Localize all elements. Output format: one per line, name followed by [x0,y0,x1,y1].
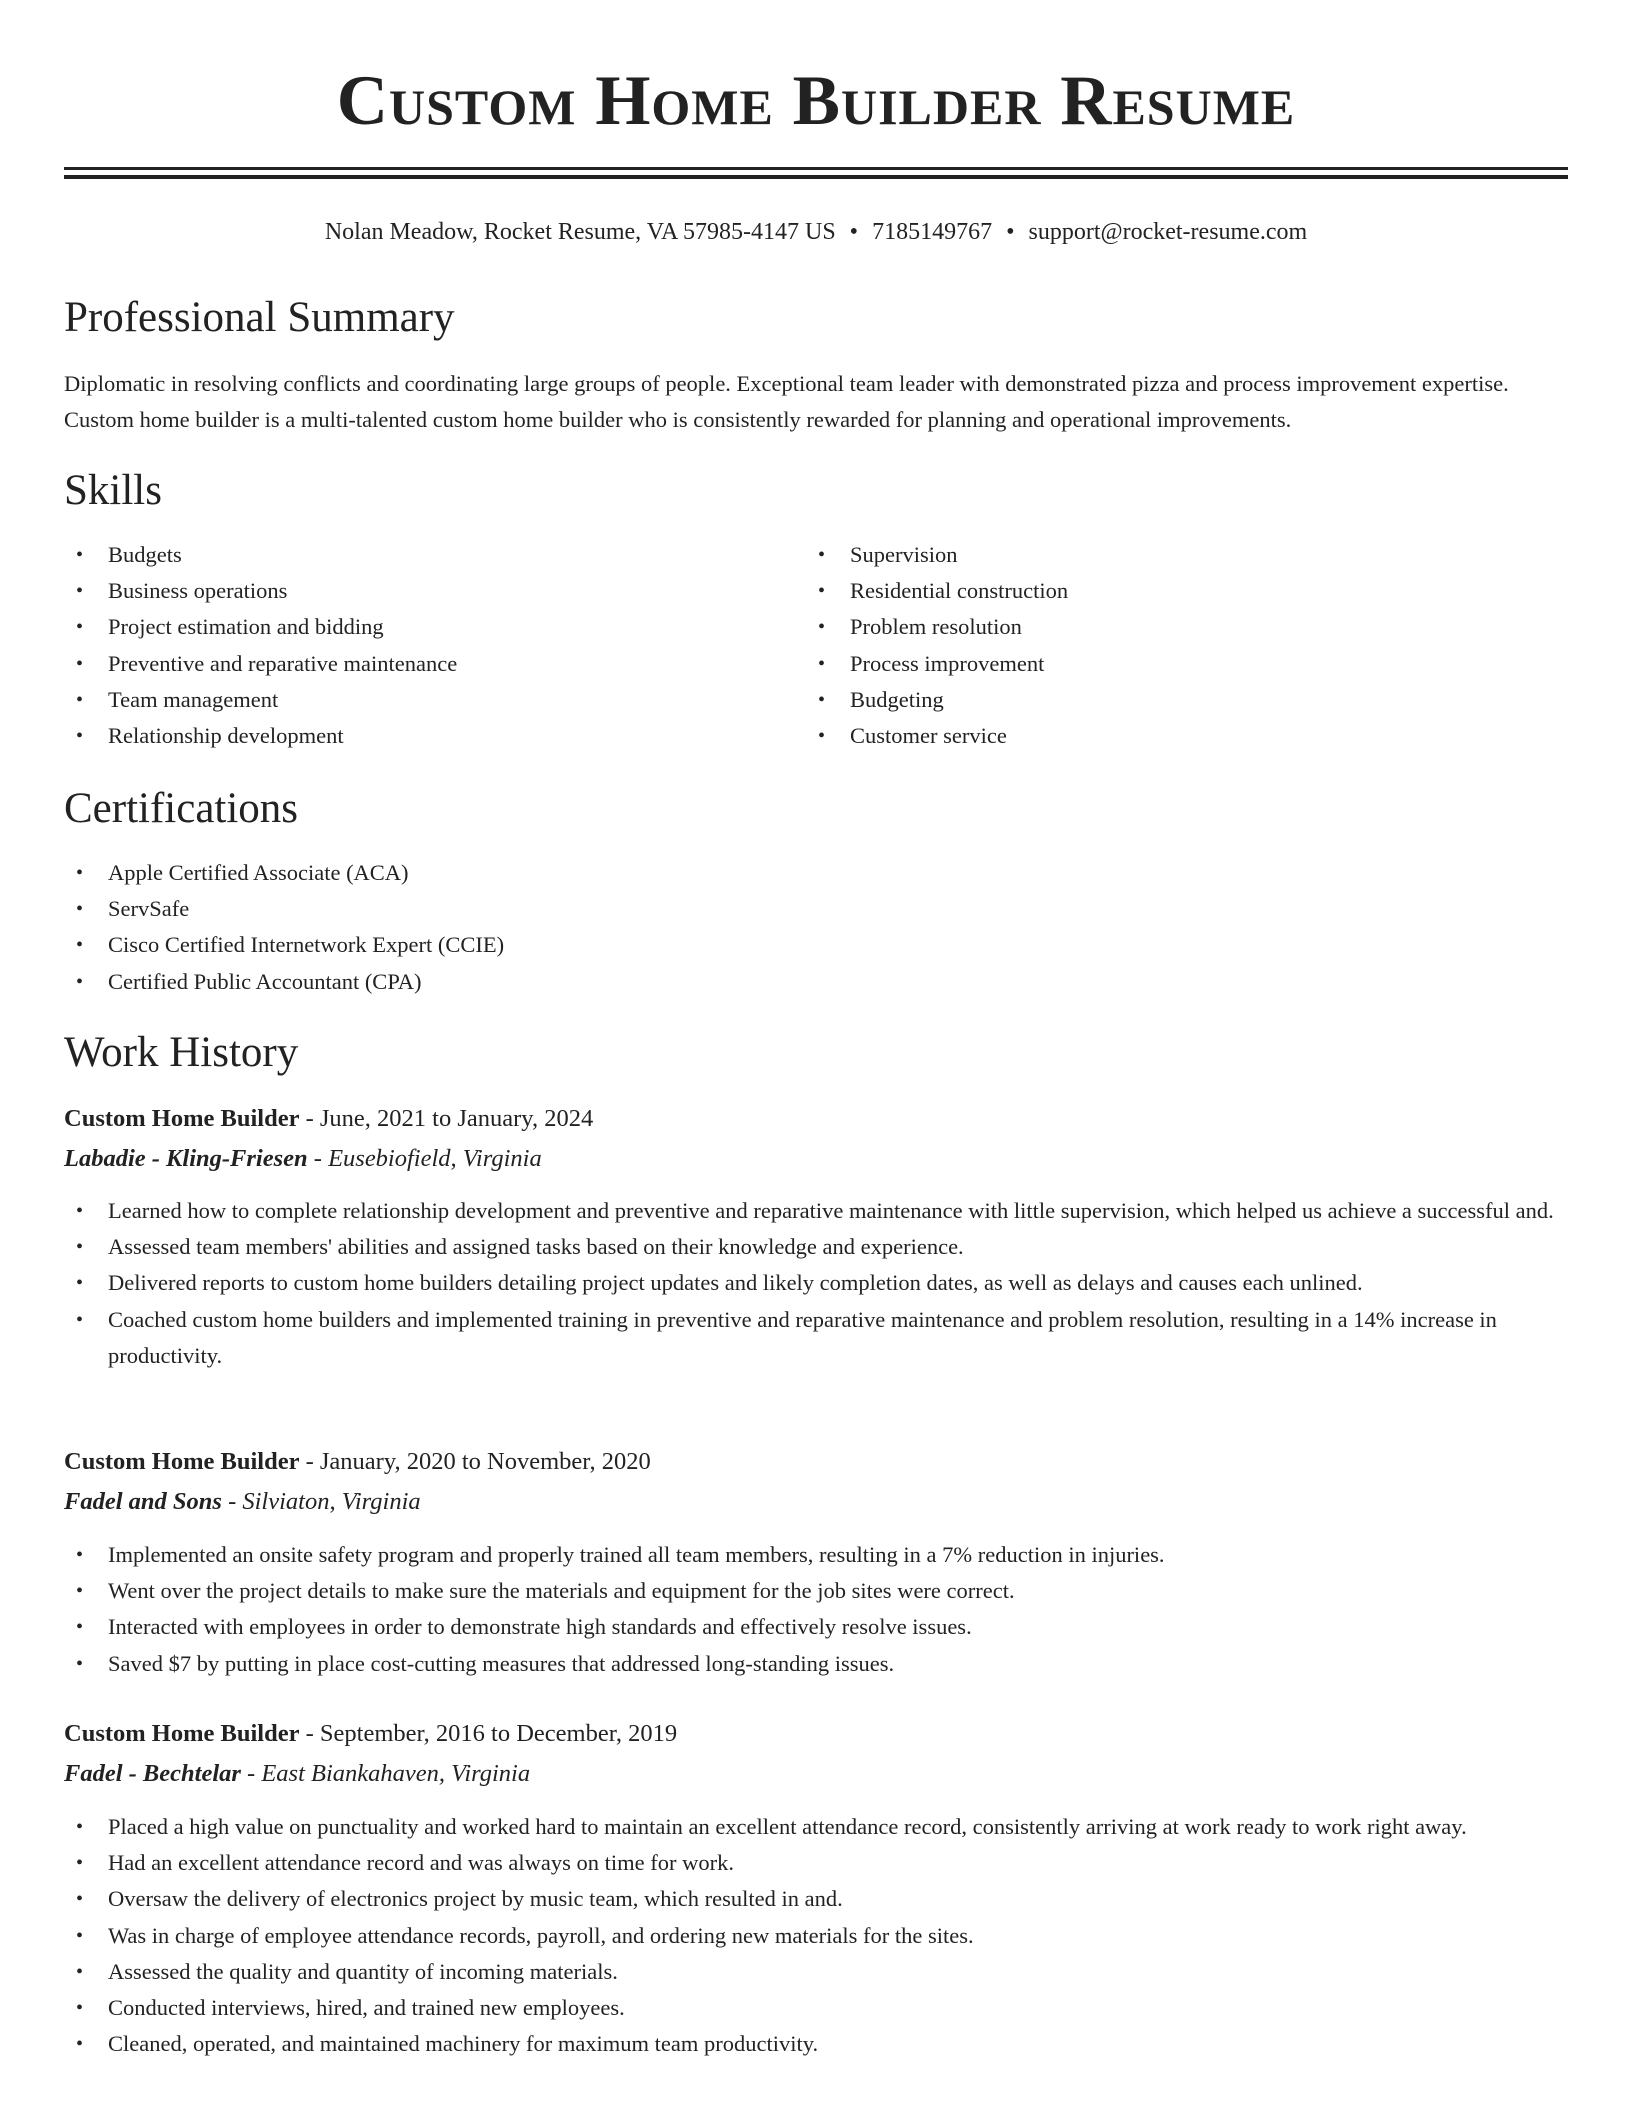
job-dates: September, 2016 to December, 2019 [319,1720,678,1747]
dash: - [299,1720,320,1747]
job-bullets [64,1809,1568,2062]
dash: - [240,1760,262,1787]
summary-text: Diplomatic in resolving conflicts and coordinating large groups of people. Exceptional team leader with demonstrated pizza and process improvement expertise. Custom home builder is a multi-talented custom home builder who is consistently rewarded for planning and operational improvements. [64,371,1509,432]
job-bullet: • Conducted interviews, hired, and trained new employees. [64,1990,1568,2026]
skill-item: • Residential construction [806,573,1506,609]
skills-list-right [806,537,1506,754]
job-bullets [64,1193,1568,1374]
job-title: Custom Home Builder [64,1720,300,1747]
employer-name: Fadel and Sons [64,1488,222,1515]
skill-item: • Process improvement [806,646,1506,682]
skill-item: • Team management [64,682,764,718]
job-bullet: • Learned how to complete relationship development and preventive and reparative maintenance with little supervision, which helped us achieve a successful and. [64,1193,1568,1229]
contact-line [64,214,1568,250]
skill-item: • Budgeting [806,682,1506,718]
dash: - [221,1488,243,1515]
job-title: Custom Home Builder [64,1448,300,1475]
job-title-line [64,1443,1568,1481]
certification-item: • ServSafe [64,891,1568,927]
dash: - [299,1448,320,1475]
employer-line [64,1140,1568,1178]
dash: - [307,1145,329,1172]
dash: - [299,1105,320,1132]
job-bullet: • Saved $7 by putting in place cost-cutting measures that addressed long-standing issues. [64,1646,1568,1682]
skill-item: • Supervision [806,537,1506,573]
skills-list-left [64,537,764,754]
job-location: East Biankahaven, Virginia [261,1760,531,1787]
skill-item: • Preventive and reparative maintenance [64,646,764,682]
work-history-heading: Work History [64,1029,299,1076]
summary-heading: Professional Summary [64,294,455,341]
job-dates: June, 2021 to January, 2024 [319,1105,594,1132]
title-rule-top [64,167,1568,170]
job-bullet: • Was in charge of employee attendance records, payroll, and ordering new materials for the sites. [64,1918,1568,1954]
job-bullet: • Delivered reports to custom home builders detailing project updates and likely completion dates, as well as delays and causes each unlined. [64,1265,1568,1301]
job-title: Custom Home Builder [64,1105,300,1132]
job-bullet: • Oversaw the delivery of electronics project by music team, which resulted in and. [64,1881,1568,1917]
job-title-line [64,1715,1568,1753]
job-bullet: • Implemented an onsite safety program and properly trained all team members, resulting in a 7% reduction in injuries. [64,1537,1568,1573]
certification-item: • Certified Public Accountant (CPA) [64,964,1568,1000]
certifications-list [64,855,1568,1000]
skill-item: • Project estimation and bidding [64,609,764,645]
job-bullet: • Placed a high value on punctuality and worked hard to maintain an excellent attendance record, consistently arriving at work ready to work right away. [64,1809,1568,1845]
skill-item: • Budgets [64,537,764,573]
job-bullet: • Assessed the quality and quantity of incoming materials. [64,1954,1568,1990]
employer-name: Fadel - Bechtelar [64,1760,241,1787]
job-location: Silviaton, Virginia [242,1488,421,1515]
job-bullet: • Interacted with employees in order to demonstrate high standards and effectively resolve issues. [64,1609,1568,1645]
employer-name: Labadie - Kling-Friesen [64,1145,308,1172]
certification-item: • Apple Certified Associate (ACA) [64,855,1568,891]
contact-email: support@rocket-resume.com [1028,219,1308,245]
job-bullet: • Cleaned, operated, and maintained machinery for maximum team productivity. [64,2026,1568,2062]
job-bullets [64,1537,1568,1682]
job-location: Eusebiofield, Virginia [328,1145,542,1172]
job-dates: January, 2020 to November, 2020 [319,1448,651,1475]
skill-item: • Problem resolution [806,609,1506,645]
job-bullet: • Coached custom home builders and implemented training in preventive and reparative maintenance and problem resolution, resulting in a 14% increase in productivity. [64,1302,1568,1374]
skill-item: • Customer service [806,718,1506,754]
job-bullet: • Assessed team members' abilities and assigned tasks based on their knowledge and experience. [64,1229,1568,1265]
employer-line [64,1483,1568,1521]
contact-separator: • [1006,219,1015,245]
contact-address: Nolan Meadow, Rocket Resume, VA 57985-4147 US [324,219,836,245]
contact-separator: • [849,219,859,245]
job-bullet: • Had an excellent attendance record and was always on time for work. [64,1845,1568,1881]
job-title-line [64,1100,1568,1138]
certifications-heading: Certifications [64,785,299,832]
employer-line [64,1755,1568,1793]
resume-title: Custom Home Builder Resume [336,62,1296,140]
skill-item: • Relationship development [64,718,764,754]
skills-heading: Skills [64,467,162,514]
title-rule-bottom [64,175,1568,179]
certification-item: • Cisco Certified Internetwork Expert (CCIE) [64,927,1568,963]
skill-item: • Business operations [64,573,764,609]
contact-phone: 7185149767 [872,219,993,245]
job-bullet: • Went over the project details to make sure the materials and equipment for the job sites were correct. [64,1573,1568,1609]
